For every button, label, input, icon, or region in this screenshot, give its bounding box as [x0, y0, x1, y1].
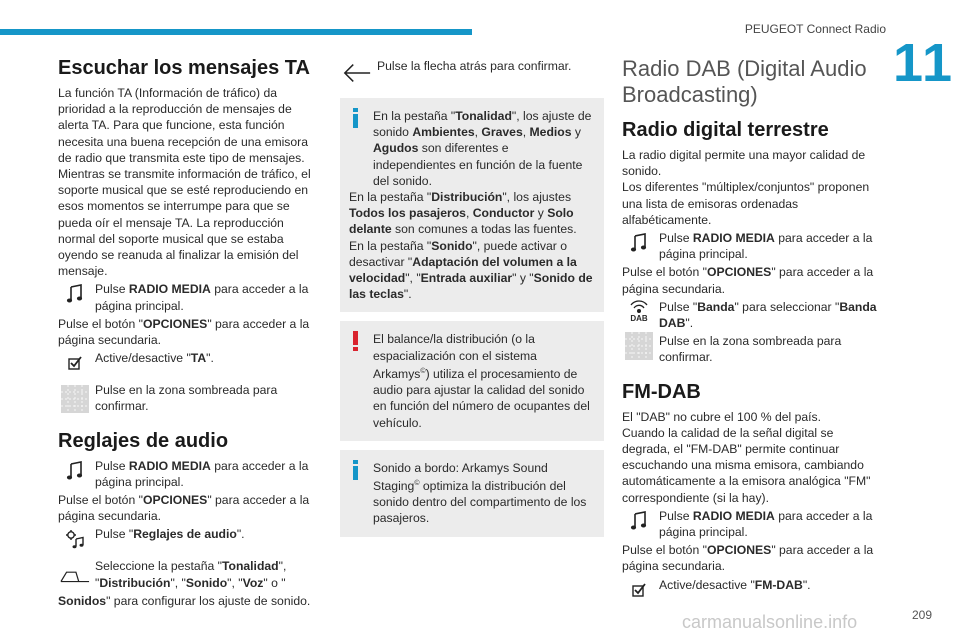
- t: Sonido a bordo: Arkamys Sound Staging: [373, 460, 548, 493]
- text-a: Active/desactive ": [659, 577, 755, 592]
- t: En la pestaña ": [349, 238, 432, 253]
- chapter-number: 11: [893, 33, 955, 93]
- step-options-4: [622, 542, 884, 574]
- opciones-label: OPCIONES: [706, 265, 772, 280]
- section-title-ta: Escuchar los mensajes TA: [58, 57, 310, 79]
- reglajes-label: Reglajes de audio: [133, 527, 237, 542]
- teclas: Sonido de las teclas: [349, 271, 593, 302]
- t: y: [534, 206, 548, 221]
- shaded-zone-icon: [624, 333, 654, 359]
- step-radio-media-2: [58, 458, 316, 490]
- agudos: Agudos: [373, 141, 419, 156]
- t: ) utiliza el procesamiento de audio para ajustar la calidad del sonido en función del número de ocupantes del vehículo.: [373, 366, 590, 430]
- copyright: ©: [420, 367, 426, 375]
- section-title-fmdab: FM-DAB: [622, 380, 701, 403]
- text-b: ".: [802, 577, 811, 592]
- text-a: Seleccione la pestaña ": [95, 559, 222, 574]
- checkbox-icon: [624, 577, 654, 603]
- step-banda: [622, 299, 884, 331]
- text-shaded: Pulse en la zona sombreada para confirmar.: [659, 334, 842, 365]
- sonidos-label: Sonidos: [58, 593, 107, 608]
- shaded-zone-icon: [60, 386, 90, 412]
- section-title-dab: Radio DAB (Digital Audio Broadcasting): [622, 56, 867, 107]
- step-audio-settings: [58, 526, 316, 546]
- opciones-label: OPCIONES: [142, 316, 208, 331]
- t: optimiza la distribución del sonido dentro del compartimento de los pasajeros.: [373, 478, 587, 526]
- tonalidad-label: Tonalidad: [221, 559, 279, 574]
- sonido: Sonido: [431, 238, 473, 253]
- fmdab-text-1: El "DAB" no cubre el 100 % del país.: [622, 409, 822, 424]
- sep: ", ": [227, 575, 243, 590]
- step-shaded: [58, 382, 316, 414]
- text-b: " para configurar los ajuste de sonido.: [106, 593, 311, 608]
- text-b: " para acceder a la página secundaria.: [58, 316, 310, 348]
- checkbox-icon: [60, 350, 90, 376]
- text-shaded: Pulse en la zona sombreada para confirmar.: [95, 383, 278, 414]
- adapt: Adaptación del volumen a la velocidad: [349, 254, 577, 286]
- opciones-label: OPCIONES: [706, 543, 772, 558]
- text-b: " para acceder a la página secundaria.: [622, 543, 874, 574]
- t: y: [571, 125, 581, 140]
- t: ".: [403, 287, 412, 302]
- sep: ", ": [170, 575, 186, 590]
- t: ,: [522, 125, 530, 140]
- tab-icon: [60, 562, 90, 588]
- column-2: [340, 56, 604, 546]
- t: ", los ajustes: [502, 190, 572, 205]
- text-pulse: Pulse: [95, 458, 129, 473]
- opciones-label: OPCIONES: [142, 493, 208, 508]
- watermark: carmanualsonline.info: [682, 612, 858, 632]
- sep: " o ": [263, 575, 286, 590]
- terrestre-text-1: La radio digital permite una mayor calidad de sonido.: [622, 148, 866, 179]
- t: ", puede activar o desactivar ": [349, 238, 567, 269]
- header-accent-bar: [0, 29, 472, 35]
- step-toggle-ta: [58, 350, 316, 370]
- dab-icon-label: DAB: [630, 314, 648, 324]
- ambientes: Ambientes: [412, 125, 475, 140]
- text-a: Pulse el botón ": [58, 316, 143, 331]
- text-pulse: Pulse: [659, 508, 693, 523]
- sonido-label: Sonido: [185, 575, 228, 590]
- text-a: Pulse ": [95, 527, 134, 542]
- ta-description: La función TA (Información de tráfico) da prioridad a la reproducción de mensajes de alerta TA. Para que funcione, esta función necesita una buena recepción de una emisora de radio que transmita este tipo de mensajes. Mientras se transmite información de tráfico, el soporte musical que se esté reproduciendo en esos momentos se interrumpe para que se pueda oír el mensaje TA. La reproducción normal del soporte musical que se estaba oyendo se reanuda al finalizar la emisión del mensaje.: [58, 86, 311, 279]
- info-box-arkamys: [340, 450, 604, 537]
- banda-label: Banda: [697, 299, 735, 314]
- back-arrow-icon: [342, 60, 372, 86]
- info-tonalidad-a: [349, 108, 594, 189]
- info-arkamys-text: [349, 460, 594, 527]
- t: ,: [465, 206, 473, 221]
- music-note-icon: [60, 281, 90, 307]
- page-number: 209: [911, 608, 932, 622]
- text-a: Pulse el botón ": [622, 265, 707, 280]
- text-back: Pulse la flecha atrás para confirmar.: [377, 59, 572, 73]
- radio-media-label: RADIO MEDIA: [692, 231, 775, 246]
- t: son comunes a todas las fuentes.: [391, 222, 577, 237]
- ta-label: TA: [190, 351, 207, 366]
- section-title-terrestre: Radio digital terrestre: [622, 119, 829, 141]
- entrada: Entrada auxiliar: [420, 271, 513, 286]
- step-options-3: [622, 264, 884, 296]
- radio-media-label: RADIO MEDIA: [128, 282, 211, 297]
- conductor: Conductor: [472, 206, 535, 221]
- text-b: ".: [236, 527, 245, 542]
- info-distribucion: [349, 189, 594, 238]
- step-shaded-3: [622, 333, 884, 365]
- radio-media-label: RADIO MEDIA: [128, 458, 211, 473]
- music-note-icon: [624, 508, 654, 534]
- t: El balance/la distribución (o la espacialización con el sistema Arkamys: [373, 332, 537, 381]
- step-radio-media-3: [622, 230, 884, 262]
- t: ", los ajuste de sonido: [373, 109, 592, 140]
- banda-dab-label: Banda DAB: [659, 299, 877, 331]
- section-title-audio: Reglajes de audio: [58, 429, 229, 452]
- music-note-icon: [624, 230, 654, 256]
- t: ", ": [405, 271, 421, 286]
- info-icon: [349, 459, 363, 481]
- text-a: Pulse ": [659, 299, 698, 314]
- info-sonido: [349, 238, 594, 303]
- warning-box: [340, 321, 604, 440]
- t: " y ": [512, 271, 534, 286]
- text-to-main: para acceder a la página principal.: [95, 282, 309, 313]
- text-b: " para acceder a la página secundaria.: [58, 493, 310, 524]
- fmdab-text-2: Cuando la calidad de la señal digital se degrada, el "FM-DAB" permite continuar escuchando una misma emisora, cambiando automáticamente a la emisora analógica "FM" correspondiente (si la hay).: [622, 425, 871, 505]
- tonalidad: Tonalidad: [455, 109, 512, 123]
- info-icon: [349, 107, 363, 129]
- text-a: Active/desactive ": [95, 351, 191, 366]
- warning-text: [349, 331, 594, 430]
- step-back: [340, 58, 604, 92]
- terrestre-text-2: Los diferentes "múltiplex/conjuntos" proponen una lista de emisoras ordenadas alfabéticamente.: [622, 180, 870, 227]
- copyright: ©: [414, 479, 420, 487]
- music-note-icon: [60, 458, 90, 484]
- distribucion: Distribución: [431, 190, 503, 205]
- warning-icon: [349, 330, 363, 352]
- header-title: PEUGEOT Connect Radio: [744, 22, 886, 36]
- text-b: ".: [206, 351, 214, 366]
- todos: Todos los pasajeros: [349, 206, 466, 221]
- settings-note-icon: [60, 526, 90, 552]
- step-options-2: [58, 492, 316, 524]
- voz-label: Voz: [242, 575, 264, 590]
- radio-media-label: RADIO MEDIA: [692, 508, 775, 523]
- step-select-tab-cont: [58, 593, 316, 609]
- step-radio-media: [58, 281, 316, 313]
- text-b: " para seleccionar ": [734, 299, 840, 314]
- column-1: [58, 56, 316, 609]
- column-3: [622, 56, 884, 599]
- text-to-main: para acceder a la página principal.: [659, 231, 873, 262]
- step-toggle-fmdab: [622, 577, 884, 597]
- graves: Graves: [481, 125, 523, 140]
- step-radio-media-4: [622, 508, 884, 540]
- t: son diferentes e independientes en función de la fuente del sonido.: [373, 141, 583, 188]
- fmdab-label: FM-DAB: [754, 577, 803, 592]
- step-select-tab: [58, 558, 316, 590]
- text-pulse: Pulse: [95, 282, 129, 297]
- t: En la pestaña ": [373, 109, 456, 123]
- sep: ", ": [95, 559, 287, 590]
- t: En la pestaña ": [349, 190, 432, 205]
- text-c: ".: [685, 316, 694, 331]
- text-b: " para acceder a la página secundaria.: [622, 265, 874, 296]
- text-to-main: para acceder a la página principal.: [659, 508, 873, 540]
- text-to-main: para acceder a la página principal.: [95, 458, 309, 489]
- solo: Solo delante: [349, 206, 574, 237]
- t: ,: [474, 125, 482, 140]
- text-a: Pulse el botón ": [622, 543, 707, 558]
- medios: Medios: [529, 125, 572, 140]
- distribucion-label: Distribución: [99, 575, 171, 590]
- info-box-tabs: [340, 98, 604, 312]
- step-options: [58, 316, 316, 348]
- text-a: Pulse el botón ": [58, 493, 143, 508]
- text-pulse: Pulse: [659, 231, 693, 246]
- dab-icon: [624, 299, 654, 325]
